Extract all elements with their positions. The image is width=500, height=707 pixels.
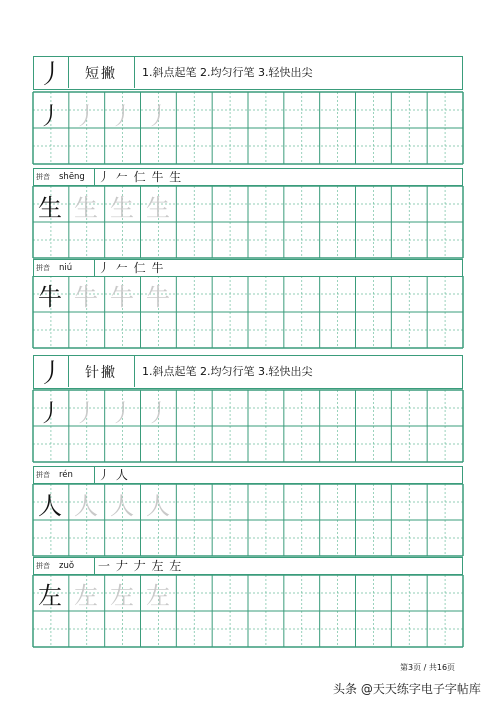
trace-char: 左 <box>110 582 134 610</box>
trace-char: 人 <box>146 492 170 520</box>
practice-trace: 丿 <box>146 399 170 427</box>
pinyin-row-3 <box>33 466 463 484</box>
pinyin-label: 拼音 <box>36 264 50 272</box>
pinyin-row-2 <box>33 259 463 277</box>
pinyin-row-1 <box>33 168 463 186</box>
trace-char: 左 <box>146 582 170 610</box>
practice-trace: 丿 <box>146 102 170 130</box>
trace-char: 生 <box>146 194 170 222</box>
stroke-order: 丿 人 <box>94 467 129 483</box>
stroke-order: 一 𠂇 𠂇 左 左 <box>94 558 182 574</box>
pinyin: niú <box>59 263 73 273</box>
trace-char: 牛 <box>74 283 98 311</box>
stroke-name: 针撇 <box>68 356 135 387</box>
trace-char: 左 <box>74 582 98 610</box>
trace-char: 牛 <box>110 283 134 311</box>
model-char: 人 <box>38 492 62 520</box>
stroke-glyph: 丿 <box>34 57 69 88</box>
model-char: 生 <box>38 194 62 222</box>
practice-trace: 丿 <box>74 399 98 427</box>
stroke-name: 短撇 <box>68 57 135 88</box>
trace-char: 生 <box>110 194 134 222</box>
stroke-order: 丿 𠂉 仁 牛 生 <box>94 169 182 185</box>
practice-trace: 丿 <box>110 399 134 427</box>
stroke-header-1 <box>33 56 463 90</box>
model-char: 牛 <box>38 283 62 311</box>
practice-trace: 丿 <box>110 102 134 130</box>
stroke-tips: 1.斜点起笔 2.均匀行笔 3.轻快出尖 <box>142 365 313 378</box>
practice-model: 丿 <box>38 102 62 130</box>
pinyin-label: 拼音 <box>36 173 50 181</box>
practice-trace: 丿 <box>74 102 98 130</box>
page-number: 第3页 / 共16页 <box>400 663 456 672</box>
practice-model: 丿 <box>38 399 62 427</box>
trace-char: 牛 <box>146 283 170 311</box>
watermark: 头条 @天天练字电子字帖库 <box>333 682 481 696</box>
model-char: 左 <box>38 582 62 610</box>
stroke-tips: 1.斜点起笔 2.均匀行笔 3.轻快出尖 <box>142 66 313 79</box>
trace-char: 生 <box>74 194 98 222</box>
pinyin-row-4 <box>33 557 463 575</box>
pinyin: shēng <box>59 172 85 182</box>
stroke-order: 丿 𠂉 仁 牛 <box>94 260 164 276</box>
pinyin-label: 拼音 <box>36 471 50 479</box>
stroke-header-2 <box>33 355 463 389</box>
stroke-glyph: 丿 <box>34 356 69 387</box>
trace-char: 人 <box>74 492 98 520</box>
trace-char: 人 <box>110 492 134 520</box>
pinyin: zuǒ <box>59 561 75 571</box>
pinyin-label: 拼音 <box>36 562 50 570</box>
pinyin: rén <box>59 470 73 480</box>
